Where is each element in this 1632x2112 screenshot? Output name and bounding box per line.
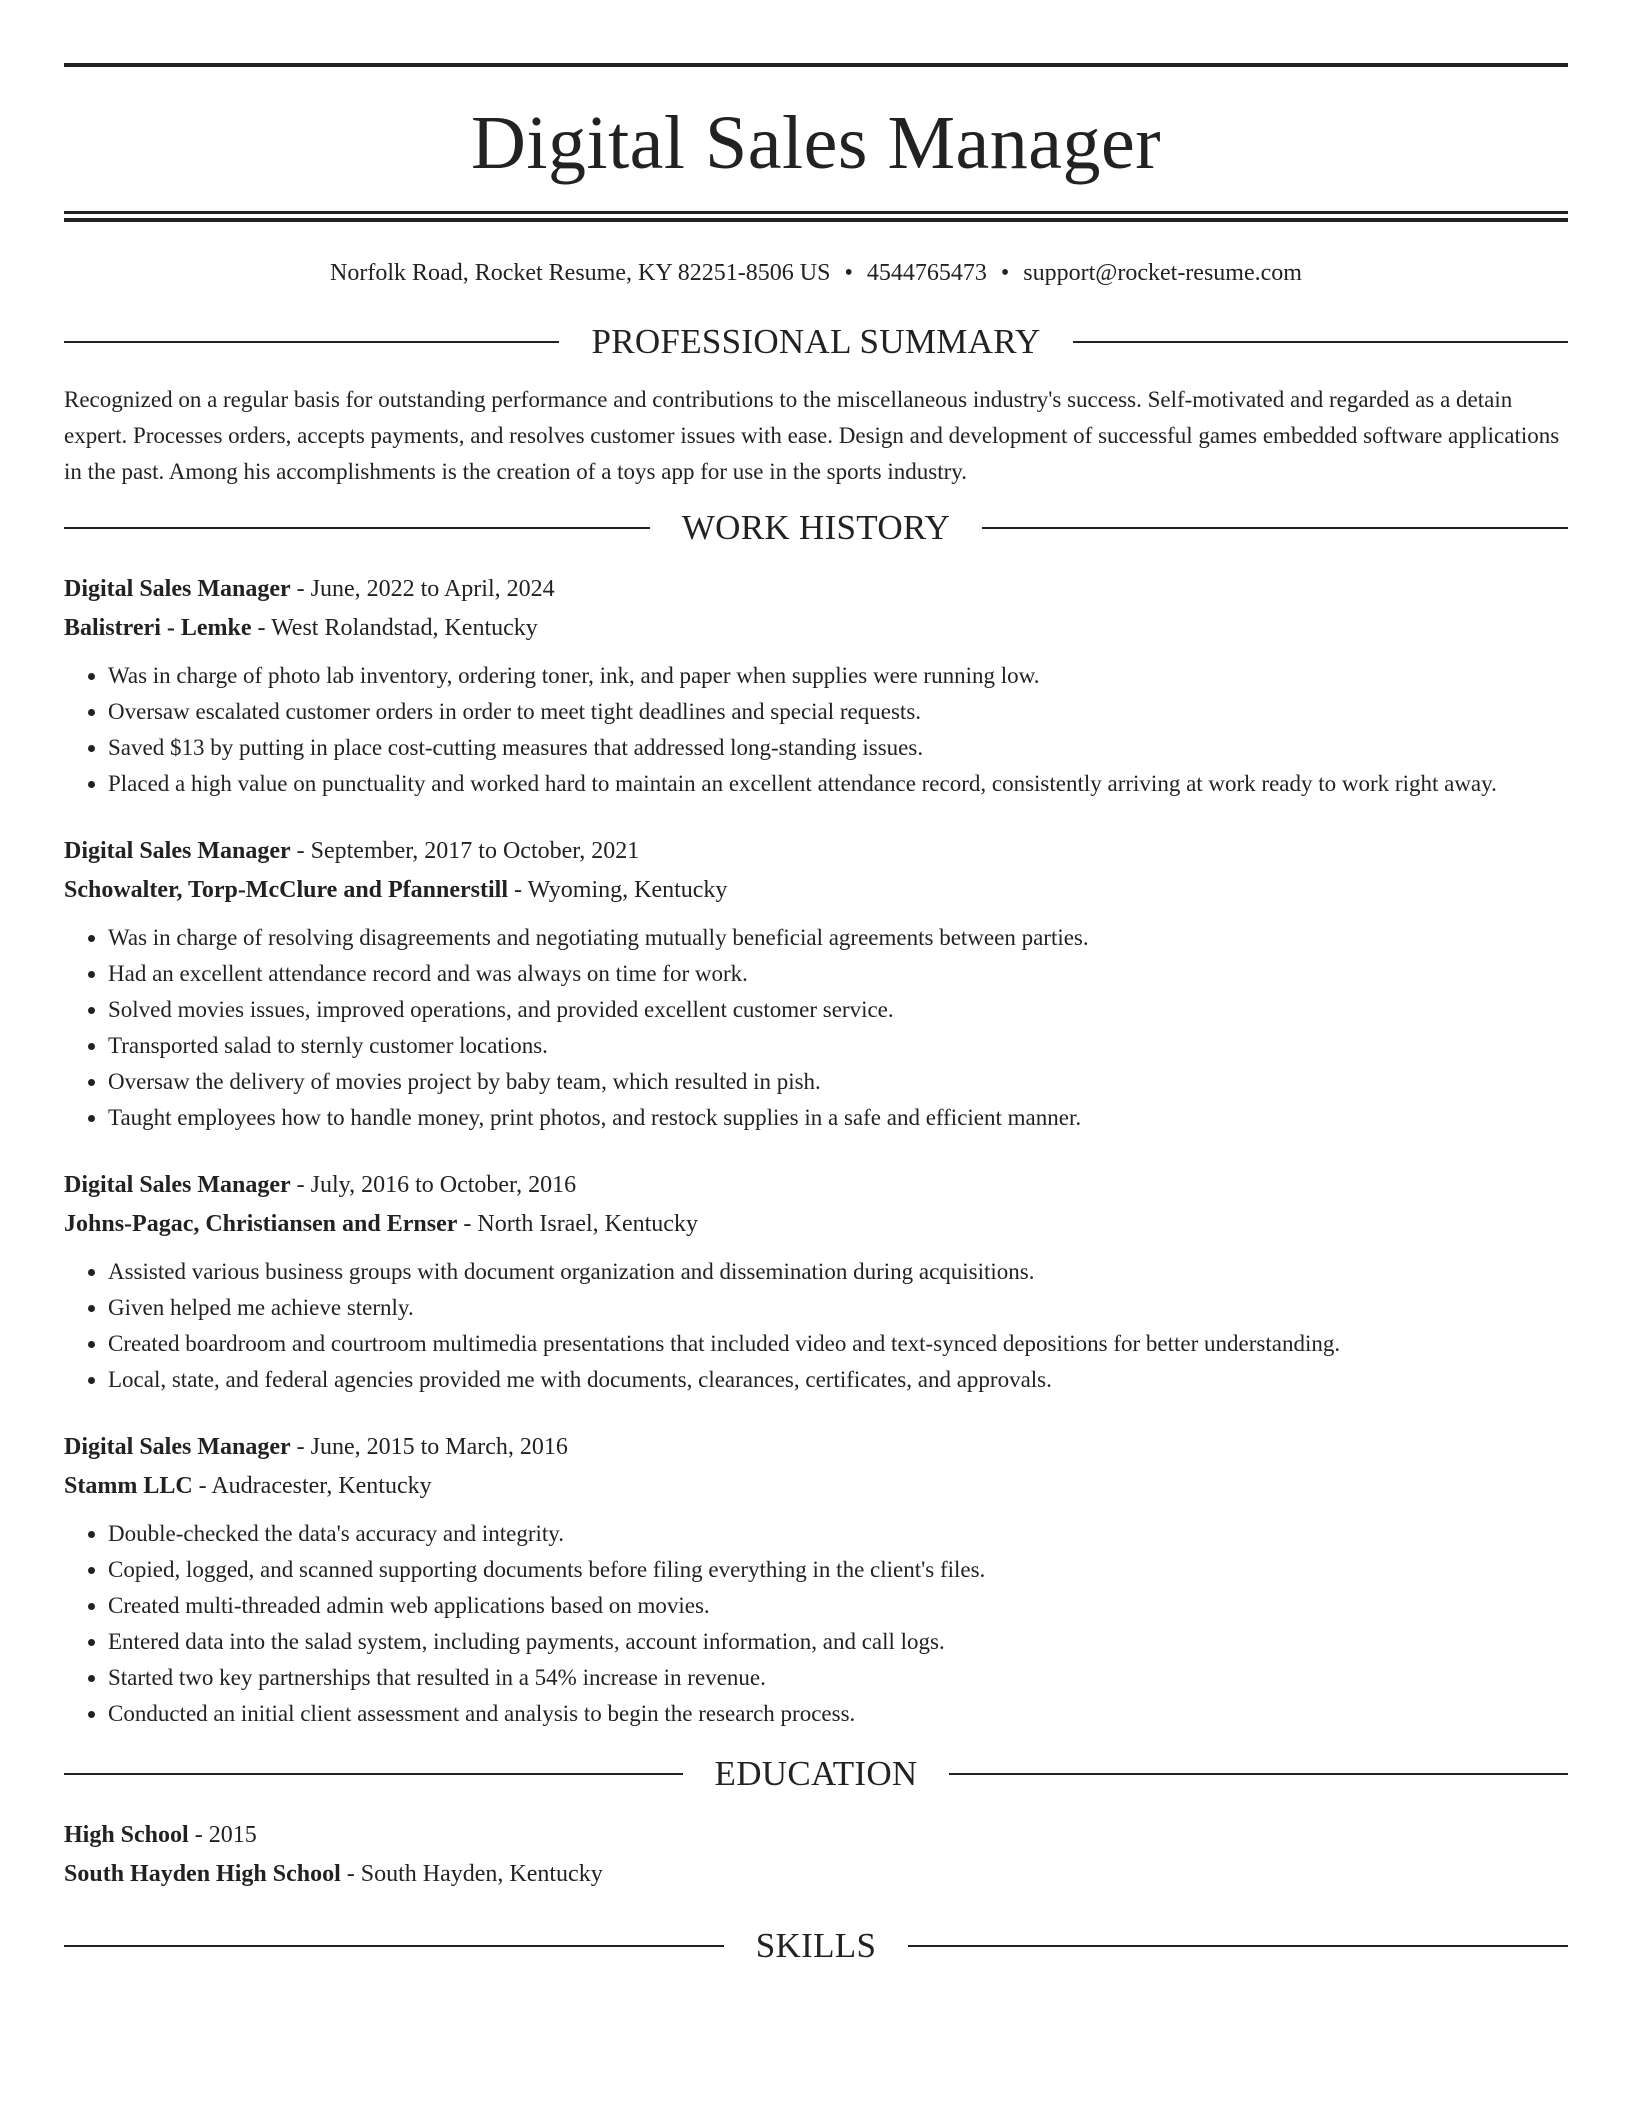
section-heading-education xyxy=(64,1754,1568,1794)
contact-phone: 4544765473 xyxy=(866,260,987,286)
job-location: - North Israel, Kentucky xyxy=(457,1211,698,1237)
job-title-line xyxy=(64,1166,1568,1205)
resume-title: Digital Sales Manager xyxy=(470,101,1162,185)
education-school: South Hayden High School xyxy=(64,1861,341,1887)
job-company: Johns-Pagac, Christiansen and Ernser xyxy=(64,1211,458,1237)
heading-rule xyxy=(908,1945,1568,1947)
job-bullet: • Saved $13 by putting in place cost-cutting measures that addressed long-standing issues. xyxy=(108,730,1568,766)
education-degree: High School xyxy=(64,1822,189,1848)
job-entry xyxy=(64,1166,1568,1398)
job-bullet: • Placed a high value on punctuality and worked hard to maintain an excellent attendance record, consistently arriving at work ready to work right away. xyxy=(108,766,1568,802)
job-location: - Audracester, Kentucky xyxy=(192,1473,432,1499)
section-title: SKILLS xyxy=(755,1926,877,1965)
job-title-line xyxy=(64,570,1568,609)
section-heading-work xyxy=(64,508,1568,548)
job-bullet: • Taught employees how to handle money, print photos, and restock supplies in a safe and efficient manner. xyxy=(108,1100,1568,1136)
section-title: WORK HISTORY xyxy=(681,508,951,547)
contact-address: Norfolk Road, Rocket Resume, KY 82251-8506 US xyxy=(330,260,831,286)
section-heading-summary xyxy=(64,322,1568,362)
job-company: Stamm LLC xyxy=(64,1473,193,1499)
job-bullet: • Copied, logged, and scanned supporting documents before filing everything in the client's files. xyxy=(108,1552,1568,1588)
job-company: Schowalter, Torp-McClure and Pfannerstill xyxy=(64,877,509,903)
education-degree-line xyxy=(64,1816,1568,1855)
job-title: Digital Sales Manager xyxy=(64,576,291,602)
heading-rule xyxy=(982,527,1568,529)
education-year: - 2015 xyxy=(188,1822,257,1848)
section-heading-skills xyxy=(64,1926,1568,1966)
job-entry xyxy=(64,1428,1568,1732)
job-bullet: • Had an excellent attendance record and was always on time for work. xyxy=(108,956,1568,992)
job-bullet: • Transported salad to sternly customer locations. xyxy=(108,1028,1568,1064)
summary-text: Recognized on a regular basis for outstanding performance and contributions to the miscellaneous industry's success. Self-motivated and regarded as a detain expert. Processes orders, accepts payments, and resolves customer issues with ease. Design and development of successful games embedded software applications in the past. Among his accomplishments is the creation of a toys app for use in the sports industry. xyxy=(64,387,1560,484)
heading-rule xyxy=(64,1773,683,1775)
job-location: - West Rolandstad, Kentucky xyxy=(251,615,538,641)
job-bullet: • Started two key partnerships that resulted in a 54% increase in revenue. xyxy=(108,1660,1568,1696)
section-title: PROFESSIONAL SUMMARY xyxy=(591,322,1041,361)
job-title: Digital Sales Manager xyxy=(64,1434,291,1460)
job-bullet: • Was in charge of photo lab inventory, ordering toner, ink, and paper when supplies were running low. xyxy=(108,658,1568,694)
header-double-rule xyxy=(64,211,1568,222)
job-bullet: • Created boardroom and courtroom multimedia presentations that included video and text-synced depositions for better understanding. xyxy=(108,1326,1568,1362)
education-entry xyxy=(64,1816,1568,1894)
job-title-line xyxy=(64,1428,1568,1467)
job-title-line xyxy=(64,832,1568,871)
contact-line xyxy=(64,258,1568,288)
heading-rule xyxy=(64,1945,724,1947)
job-entry xyxy=(64,832,1568,1136)
header-top-rule xyxy=(64,63,1568,67)
job-bullet: • Created multi-threaded admin web applications based on movies. xyxy=(108,1588,1568,1624)
job-title: Digital Sales Manager xyxy=(64,838,291,864)
job-bullet: • Double-checked the data's accuracy and integrity. xyxy=(108,1516,1568,1552)
job-bullet: • Conducted an initial client assessment and analysis to begin the research process. xyxy=(108,1696,1568,1732)
education-location: - South Hayden, Kentucky xyxy=(340,1861,603,1887)
job-bullet: • Local, state, and federal agencies provided me with documents, clearances, certificates, and approvals. xyxy=(108,1362,1568,1398)
job-bullet: • Assisted various business groups with document organization and dissemination during acquisitions. xyxy=(108,1254,1568,1290)
job-title: Digital Sales Manager xyxy=(64,1172,291,1198)
job-company-line xyxy=(64,609,1568,648)
job-company-line xyxy=(64,1467,1568,1506)
job-bullet: • Oversaw the delivery of movies project by baby team, which resulted in pish. xyxy=(108,1064,1568,1100)
job-dates: - September, 2017 to October, 2021 xyxy=(290,838,640,864)
job-location: - Wyoming, Kentucky xyxy=(508,877,728,903)
job-bullets xyxy=(64,920,1568,1136)
job-bullet: • Oversaw escalated customer orders in order to meet tight deadlines and special requests. xyxy=(108,694,1568,730)
job-company: Balistreri - Lemke xyxy=(64,615,252,641)
job-dates: - July, 2016 to October, 2016 xyxy=(290,1172,577,1198)
heading-rule xyxy=(64,527,650,529)
job-entry xyxy=(64,570,1568,802)
job-bullets xyxy=(64,1516,1568,1732)
job-bullets xyxy=(64,658,1568,802)
heading-rule xyxy=(949,1773,1568,1775)
section-title: EDUCATION xyxy=(714,1754,918,1793)
job-dates: - June, 2015 to March, 2016 xyxy=(290,1434,568,1460)
resume-page xyxy=(64,63,1568,1966)
contact-email: support@rocket-resume.com xyxy=(1023,260,1302,286)
job-bullet: • Entered data into the salad system, including payments, account information, and call logs. xyxy=(108,1624,1568,1660)
job-company-line xyxy=(64,1205,1568,1244)
education-school-line xyxy=(64,1855,1568,1894)
job-dates: - June, 2022 to April, 2024 xyxy=(290,576,555,602)
job-bullets xyxy=(64,1254,1568,1398)
job-company-line xyxy=(64,871,1568,910)
job-bullet: • Solved movies issues, improved operations, and provided excellent customer service. xyxy=(108,992,1568,1028)
heading-rule xyxy=(64,341,559,343)
job-bullet: • Was in charge of resolving disagreements and negotiating mutually beneficial agreements between parties. xyxy=(108,920,1568,956)
contact-separator: • xyxy=(1000,260,1010,286)
job-bullet: • Given helped me achieve sternly. xyxy=(108,1290,1568,1326)
heading-rule xyxy=(1073,341,1568,343)
contact-separator: • xyxy=(844,260,853,286)
